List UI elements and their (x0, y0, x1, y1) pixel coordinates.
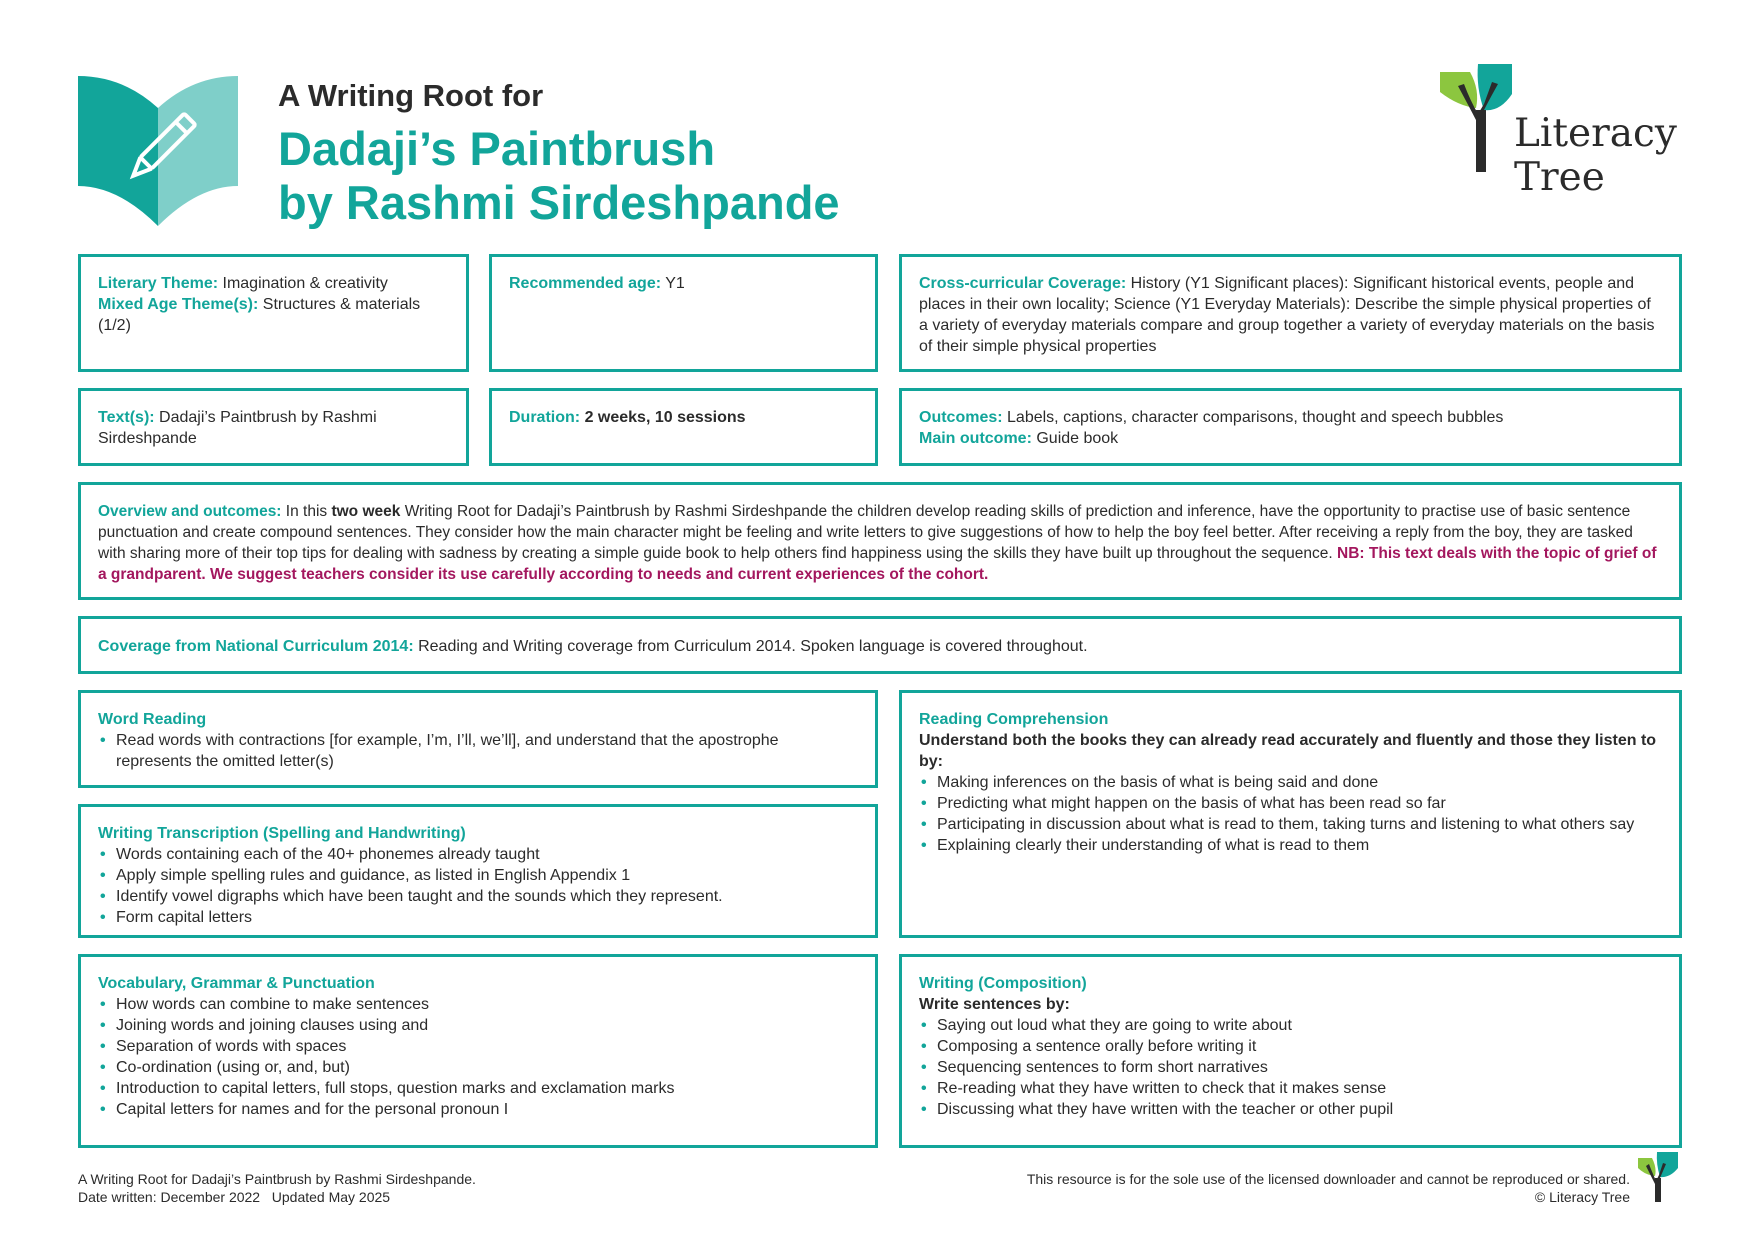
list-item: • Form capital letters (98, 907, 858, 928)
list-item: • Separation of words with spaces (98, 1036, 858, 1057)
list-item: • Making inferences on the basis of what is being said and done (919, 772, 1662, 793)
duration-value: 2 weeks, 10 sessions (584, 409, 746, 426)
composition-box (899, 954, 1682, 1148)
footer-source: A Writing Root for Dadaji’s Paintbrush by Rashmi Sirdeshpande. (78, 1171, 476, 1187)
vgp-list (98, 994, 858, 1120)
list-item: • How words can combine to make sentences (98, 994, 858, 1015)
cross-curricular-label: Cross-curricular Coverage: (919, 275, 1127, 292)
texts-label: Text(s): (98, 409, 155, 426)
mixed-age-theme-label: Mixed Age Theme(s): (98, 296, 259, 313)
word-reading-box (78, 690, 878, 788)
overview-duration: two week (331, 503, 401, 520)
comprehension-list (919, 772, 1662, 856)
logo-line-1: Literacy (1514, 111, 1677, 156)
vgp-box (78, 954, 878, 1148)
list-item: • Sequencing sentences to form short narratives (919, 1057, 1662, 1078)
recommended-age-value: Y1 (665, 275, 685, 292)
mixed-age-theme-value: Structures & materials (1/2) (98, 296, 421, 334)
list-item: • Words containing each of the 40+ phonemes already taught (98, 844, 858, 865)
word-reading-title: Word Reading (98, 711, 207, 728)
transcription-list (98, 844, 858, 928)
main-outcome-label: Main outcome: (919, 430, 1032, 447)
outcomes-box (899, 388, 1682, 466)
page-title (278, 122, 840, 230)
composition-intro: Write sentences by: (919, 996, 1070, 1013)
recommended-age-label: Recommended age: (509, 275, 662, 292)
title-line-1: Dadaji’s Paintbrush (278, 122, 716, 175)
recommended-age-box (489, 254, 878, 372)
list-item: • Re-reading what they have written to check that it makes sense (919, 1078, 1662, 1099)
footer-left (78, 1170, 476, 1206)
word-reading-list (98, 730, 858, 772)
outcomes-value: Labels, captions, character comparisons, thought and speech bubbles (1007, 409, 1504, 426)
footer-right (1027, 1170, 1630, 1206)
comprehension-intro: Understand both the books they can already read accurately and fluently and those they listen to by: (919, 732, 1657, 770)
duration-label: Duration: (509, 409, 581, 426)
footer-license: This resource is for the sole use of the licensed downloader and cannot be reproduced or shared. (1026, 1171, 1630, 1187)
list-item: • Capital letters for names and for the personal pronoun I (98, 1099, 858, 1120)
list-item: • Predicting what might happen on the basis of what has been read so far (919, 793, 1662, 814)
texts-value: Dadaji’s Paintbrush by Rashmi Sirdeshpande (98, 409, 377, 447)
coverage-label: Coverage from National Curriculum 2014: (98, 638, 414, 655)
logo-text (1514, 112, 1677, 200)
comprehension-title: Reading Comprehension (919, 711, 1109, 728)
list-item: • Introduction to capital letters, full stops, question marks and exclamation marks (98, 1078, 858, 1099)
texts-box (78, 388, 469, 466)
coverage-value: Reading and Writing coverage from Curriculum 2014. Spoken language is covered throughout. (418, 638, 1088, 655)
page-pretitle: A Writing Root for (278, 78, 544, 113)
transcription-title: Writing Transcription (Spelling and Handwriting) (98, 825, 466, 842)
footer-date: Date written: December 2022 Updated May 2025 (78, 1189, 391, 1205)
literary-theme-label: Literary Theme: (98, 275, 219, 292)
list-item: • Explaining clearly their understanding of what is read to them (919, 835, 1662, 856)
coverage-box (78, 616, 1682, 674)
outcomes-label: Outcomes: (919, 409, 1003, 426)
book-pencil-icon (78, 76, 238, 226)
literary-theme-box (78, 254, 469, 372)
grief-warning: NB: This text deals with the topic of grief of a grandparent. We suggest teachers consider its use carefully according to needs and current experiences of the cohort. (98, 545, 1657, 583)
composition-title: Writing (Composition) (919, 975, 1087, 992)
list-item: • Saying out loud what they are going to write about (919, 1015, 1662, 1036)
vgp-title: Vocabulary, Grammar & Punctuation (98, 975, 375, 992)
footer-copyright: © Literacy Tree (1534, 1189, 1630, 1205)
comprehension-box (899, 690, 1682, 938)
composition-list (919, 1015, 1662, 1120)
list-item: • Apply simple spelling rules and guidance, as listed in English Appendix 1 (98, 865, 858, 886)
main-outcome-value: Guide book (1036, 430, 1119, 447)
overview-label: Overview and outcomes: (98, 503, 282, 520)
title-line-2: by Rashmi Sirdeshpande (278, 176, 840, 229)
list-item: • Identify vowel digraphs which have been taught and the sounds which they represent. (98, 886, 858, 907)
list-item: • Composing a sentence orally before writing it (919, 1036, 1662, 1057)
list-item: • Read words with contractions [for example, I’m, I’ll, we’ll], and understand that the apostrophe represents the omitted letter(s) (98, 730, 858, 772)
list-item: • Participating in discussion about what is read to them, taking turns and listening to what others say (919, 814, 1662, 835)
list-item: • Joining words and joining clauses using and (98, 1015, 858, 1036)
logo-line-2: Tree (1514, 155, 1605, 200)
mini-tree-logo-icon (1638, 1150, 1682, 1202)
literary-theme-value: Imagination & creativity (222, 275, 388, 292)
overview-text-1: In this (285, 503, 328, 520)
list-item: • Co-ordination (using or, and, but) (98, 1057, 858, 1078)
transcription-box (78, 804, 878, 938)
overview-box (78, 482, 1682, 600)
duration-box (489, 388, 878, 466)
cross-curricular-value: History (Y1 Significant places): Significant historical events, people and places in their own locality; Science (Y1 Everyday Materials): Describe the simple physical properties of a variety of everyday materials compare and group together a variety of everyday materials on the basis of their simple physical properties (919, 275, 1655, 355)
list-item: • Discussing what they have written with the teacher or other pupil (919, 1099, 1662, 1120)
cross-curricular-box (899, 254, 1682, 372)
overview-text-2: Writing Root for Dadaji’s Paintbrush by Rashmi Sirdeshpande the children develop reading skills of prediction and inference, have the opportunity to practise use of basic sentence punctuation and create compound sentences. They consider how the main character might be feeling and write letters to give suggestions of how to help the boy feel better. After receiving a reply from the boy, they are tasked with sharing more of their top tips for dealing with sadness by creating a simple guide book to help others find happiness using the skills they have built up throughout the sequence. (98, 503, 1633, 562)
